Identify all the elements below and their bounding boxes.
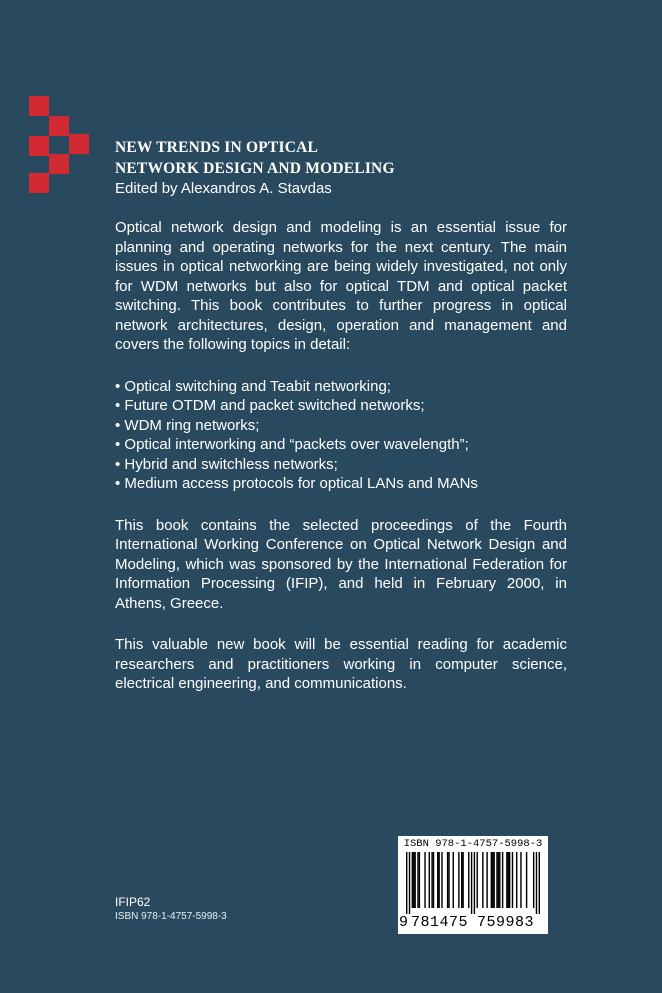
barcode-bar [499,852,500,908]
ifip-logo [29,96,89,193]
topic-item: • Optical interworking and “packets over wavelength”; [115,435,567,455]
barcode [398,836,548,934]
topic-item: • Optical switching and Teabit networking; [115,377,567,397]
barcode-digits [398,914,548,932]
topic-item: • Hybrid and switchless networks; [115,455,567,475]
barcode-bar [536,852,537,914]
logo-square [49,116,69,136]
barcode-bar [526,852,527,908]
barcode-bar [453,852,454,908]
barcode-bar [406,852,407,914]
barcode-bar [509,852,510,908]
title-block [115,137,635,199]
barcode-bar [491,852,492,908]
footer [115,894,227,924]
proceedings-paragraph: This book contains the selected proceedings of the Fourth International Working Conference on Optical Network Design and Modeling, which was sponsored by the International Federation for Information Processing (IFIP), and held in February 2000, in Athens, Greece. [115,516,567,612]
barcode-bar [417,852,418,908]
barcode-bar [458,852,459,908]
barcode-bar [431,852,432,908]
barcode-bar [477,852,478,908]
barcode-bar [508,852,509,908]
topic-item: • Future OTDM and packet switched networks; [115,396,567,416]
barcode-bar [409,852,410,914]
barcode-bar [520,852,521,908]
barcode-bar [496,852,497,908]
barcode-bar [429,852,430,908]
footer-isbn: ISBN 978-1-4757-5998-3 [115,911,227,922]
barcode-bar [512,852,513,908]
logo-square [29,136,49,156]
barcode-bar [539,852,540,914]
barcode-bar [412,852,413,908]
closing-paragraph: This valuable new book will be essential reading for academic researchers and practitioners working in computer science, electrical engineering, and communications. [115,636,567,692]
barcode-bars [406,852,540,914]
book-title-line-1: NEW TRENDS IN OPTICAL [115,139,319,156]
barcode-right-group: 759983 [477,914,535,931]
barcode-bar [461,852,462,908]
logo-square [49,154,69,174]
barcode-bar [433,852,434,908]
barcode-bar [468,852,469,908]
book-title-line-2: NETWORK DESIGN AND MODELING [115,160,395,177]
barcode-bar [413,852,414,908]
barcode-bar [492,852,493,908]
barcode-bar [533,852,534,908]
logo-square [29,96,49,116]
barcode-bar [424,852,425,908]
barcode-first-digit: 9 [399,914,409,931]
series-number: IFIP62 [115,895,151,909]
logo-square [69,134,89,154]
topic-item: • WDM ring networks; [115,416,567,436]
barcode-isbn-label: ISBN 978-1-4757-5998-3 [403,838,543,850]
barcode-bar [448,852,449,908]
barcode-bar [516,852,517,908]
barcode-bar [437,852,438,908]
barcode-bar [498,852,499,908]
topic-item: • Medium access protocols for optical LANs and MANs [115,474,567,494]
barcode-bar [414,852,415,908]
barcode-bar [471,852,472,914]
intro-paragraph: Optical network design and modeling is an essential issue for planning and operating networks for the next century. The main issues in optical networking are being widely investigated, not only for WDM networks but also for optical TDM and optical packet switching. This book contributes to further progress in optical network architectures, design, operation and management and covers the following topics in detail: [115,219,567,353]
barcode-bar [502,852,503,908]
barcode-bar [482,852,483,908]
editor-credit: Edited by Alexandros A. Stavdas [115,180,332,197]
topics-list [115,377,567,494]
description-body [115,218,567,694]
barcode-bar [474,852,475,914]
barcode-bar [486,852,487,908]
logo-square [29,173,49,193]
barcode-bar [441,852,442,908]
barcode-bar [419,852,420,908]
barcode-bar [506,852,507,908]
barcode-bar [447,852,448,908]
barcode-bar [462,852,463,908]
barcode-bar [493,852,494,908]
barcode-bar [438,852,439,908]
barcode-left-group: 781475 [411,914,469,931]
